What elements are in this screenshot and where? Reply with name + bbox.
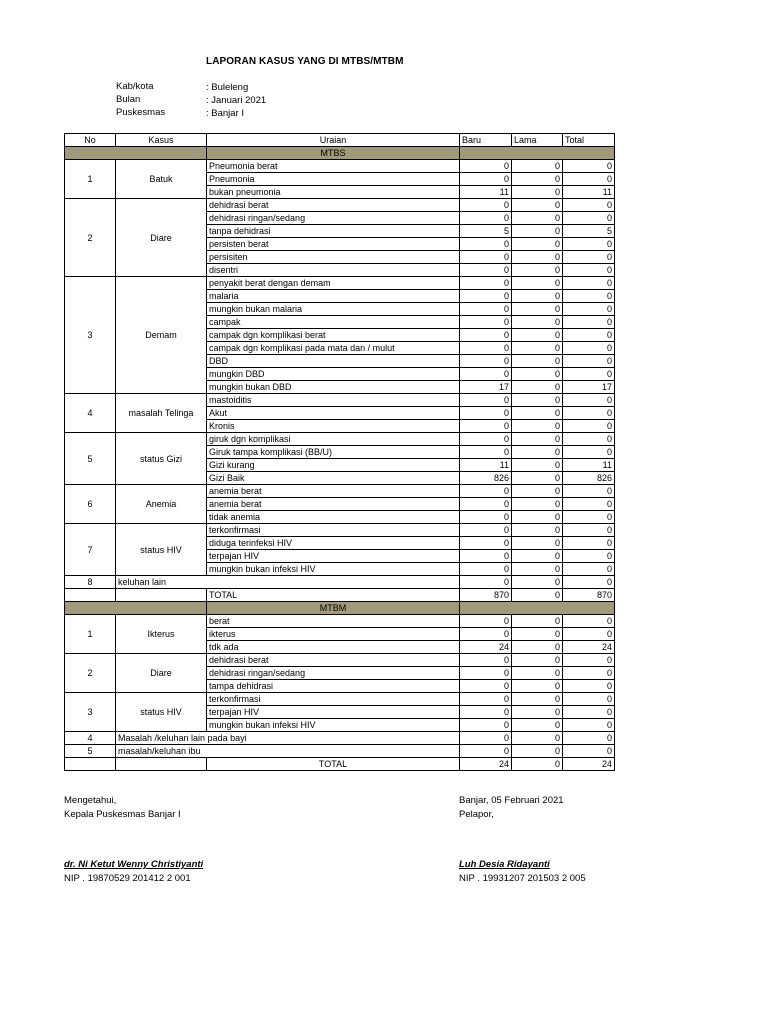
case-name: masalah Telinga xyxy=(116,394,207,433)
baru-cell: 0 xyxy=(460,264,512,277)
total-cell: 0 xyxy=(563,290,615,303)
baru-cell: 0 xyxy=(460,342,512,355)
total-spacer xyxy=(116,758,207,771)
row-number: 2 xyxy=(65,654,116,693)
lama-cell: 0 xyxy=(512,394,563,407)
case-name: status Gizi xyxy=(116,433,207,485)
report-title: LAPORAN KASUS YANG DI MTBS/MTBM xyxy=(206,56,404,67)
baru-cell: 0 xyxy=(460,485,512,498)
table-row xyxy=(65,160,615,173)
signer-left-nip: NIP . 19870529 201412 2 001 xyxy=(64,873,191,884)
total-cell: 0 xyxy=(563,498,615,511)
total-cell: 0 xyxy=(563,199,615,212)
table-row xyxy=(65,745,615,758)
total-cell: 0 xyxy=(563,316,615,329)
total-lama: 0 xyxy=(512,758,563,771)
lama-cell: 0 xyxy=(512,446,563,459)
header-kasus: Kasus xyxy=(116,134,207,147)
total-cell: 0 xyxy=(563,550,615,563)
lama-cell: 0 xyxy=(512,368,563,381)
baru-cell: 0 xyxy=(460,550,512,563)
baru-cell: 0 xyxy=(460,719,512,732)
total-cell: 0 xyxy=(563,264,615,277)
meta-label-bulan: Bulan xyxy=(116,94,141,105)
total-spacer xyxy=(116,589,207,602)
case-name: masalah/keluhan ibu xyxy=(116,745,460,758)
total-cell: 0 xyxy=(563,160,615,173)
lama-cell: 0 xyxy=(512,199,563,212)
baru-cell: 0 xyxy=(460,537,512,550)
row-number: 4 xyxy=(65,394,116,433)
case-name: status HIV xyxy=(116,524,207,576)
lama-cell: 0 xyxy=(512,706,563,719)
total-cell: 0 xyxy=(563,212,615,225)
uraian-cell: dehidrasi ringan/sedang xyxy=(207,667,460,680)
case-name: Demam xyxy=(116,277,207,394)
total-spacer xyxy=(65,589,116,602)
table-row xyxy=(65,615,615,628)
report-table xyxy=(64,133,615,771)
table-row xyxy=(65,732,615,745)
uraian-cell: diduga terinfeksi HIV xyxy=(207,537,460,550)
uraian-cell: dehidrasi berat xyxy=(207,199,460,212)
uraian-cell: terpajan HIV xyxy=(207,550,460,563)
total-cell: 5 xyxy=(563,225,615,238)
lama-cell: 0 xyxy=(512,485,563,498)
baru-cell: 0 xyxy=(460,446,512,459)
row-number: 3 xyxy=(65,277,116,394)
case-name: status HIV xyxy=(116,693,207,732)
baru-cell: 0 xyxy=(460,498,512,511)
signer-right-nip: NIP . 19931207 201503 2 005 xyxy=(459,873,586,884)
baru-cell: 0 xyxy=(460,160,512,173)
lama-cell: 0 xyxy=(512,459,563,472)
lama-cell: 0 xyxy=(512,225,563,238)
total-cell: 0 xyxy=(563,511,615,524)
total-cell: 826 xyxy=(563,472,615,485)
total-cell: 0 xyxy=(563,563,615,576)
baru-cell: 5 xyxy=(460,225,512,238)
baru-cell: 11 xyxy=(460,186,512,199)
total-label: TOTAL xyxy=(207,758,460,771)
baru-cell: 0 xyxy=(460,654,512,667)
total-cell: 24 xyxy=(563,641,615,654)
section-header-row xyxy=(65,602,615,615)
lama-cell: 0 xyxy=(512,303,563,316)
meta-value-puskesmas: : Banjar I xyxy=(206,108,245,119)
case-name: Masalah /keluhan lain pada bayi xyxy=(116,732,460,745)
total-cell: 0 xyxy=(563,355,615,368)
baru-cell: 24 xyxy=(460,641,512,654)
lama-cell: 0 xyxy=(512,342,563,355)
case-name: keluhan lain xyxy=(116,576,460,589)
lama-cell: 0 xyxy=(512,160,563,173)
total-row xyxy=(65,589,615,602)
uraian-cell: DBD xyxy=(207,355,460,368)
uraian-cell: tampa dehidrasi xyxy=(207,680,460,693)
baru-cell: 0 xyxy=(460,316,512,329)
header-lama: Lama xyxy=(512,134,563,147)
lama-cell: 0 xyxy=(512,693,563,706)
total-cell: 0 xyxy=(563,745,615,758)
section-spacer xyxy=(65,147,207,160)
total-cell: 0 xyxy=(563,420,615,433)
lama-cell: 0 xyxy=(512,264,563,277)
row-number: 5 xyxy=(65,745,116,758)
total-cell: 0 xyxy=(563,654,615,667)
baru-cell: 0 xyxy=(460,212,512,225)
baru-cell: 0 xyxy=(460,355,512,368)
row-number: 3 xyxy=(65,693,116,732)
uraian-cell: mastoiditis xyxy=(207,394,460,407)
table-row xyxy=(65,277,615,290)
lama-cell: 0 xyxy=(512,745,563,758)
table-header-row xyxy=(65,134,615,147)
total-cell: 0 xyxy=(563,446,615,459)
lama-cell: 0 xyxy=(512,719,563,732)
total-cell: 0 xyxy=(563,667,615,680)
lama-cell: 0 xyxy=(512,550,563,563)
lama-cell: 0 xyxy=(512,615,563,628)
uraian-cell: mungkin bukan malaria xyxy=(207,303,460,316)
total-cell: 0 xyxy=(563,524,615,537)
baru-cell: 0 xyxy=(460,173,512,186)
uraian-cell: terkonfirmasi xyxy=(207,693,460,706)
lama-cell: 0 xyxy=(512,420,563,433)
uraian-cell: persisten berat xyxy=(207,238,460,251)
baru-cell: 0 xyxy=(460,706,512,719)
uraian-cell: Akut xyxy=(207,407,460,420)
uraian-cell: Pneumonia berat xyxy=(207,160,460,173)
lama-cell: 0 xyxy=(512,472,563,485)
uraian-cell: bukan pneumonia xyxy=(207,186,460,199)
baru-cell: 0 xyxy=(460,329,512,342)
footer-right-line2: Pelapor, xyxy=(459,809,494,820)
uraian-cell: Giruk tampa komplikasi (BB/U) xyxy=(207,446,460,459)
baru-cell: 0 xyxy=(460,277,512,290)
baru-cell: 0 xyxy=(460,524,512,537)
total-total: 870 xyxy=(563,589,615,602)
table-row xyxy=(65,199,615,212)
total-cell: 11 xyxy=(563,459,615,472)
row-number: 7 xyxy=(65,524,116,576)
total-row xyxy=(65,758,615,771)
total-spacer xyxy=(65,758,116,771)
case-name: Diare xyxy=(116,654,207,693)
baru-cell: 0 xyxy=(460,394,512,407)
total-lama: 0 xyxy=(512,589,563,602)
total-cell: 0 xyxy=(563,706,615,719)
row-number: 1 xyxy=(65,615,116,654)
case-name: Anemia xyxy=(116,485,207,524)
signer-left-name: dr. Ni Ketut Wenny Christiyanti xyxy=(64,859,204,870)
total-cell: 0 xyxy=(563,485,615,498)
baru-cell: 0 xyxy=(460,615,512,628)
lama-cell: 0 xyxy=(512,537,563,550)
total-cell: 0 xyxy=(563,693,615,706)
baru-cell: 0 xyxy=(460,290,512,303)
uraian-cell: disentri xyxy=(207,264,460,277)
baru-cell: 0 xyxy=(460,199,512,212)
uraian-cell: mungkin bukan DBD xyxy=(207,381,460,394)
total-cell: 0 xyxy=(563,680,615,693)
total-cell: 0 xyxy=(563,368,615,381)
uraian-cell: dehidrasi ringan/sedang xyxy=(207,212,460,225)
lama-cell: 0 xyxy=(512,654,563,667)
table-row xyxy=(65,693,615,706)
lama-cell: 0 xyxy=(512,498,563,511)
total-cell: 17 xyxy=(563,381,615,394)
total-cell: 0 xyxy=(563,394,615,407)
lama-cell: 0 xyxy=(512,290,563,303)
total-cell: 0 xyxy=(563,342,615,355)
baru-cell: 0 xyxy=(460,368,512,381)
total-cell: 0 xyxy=(563,173,615,186)
baru-cell: 0 xyxy=(460,238,512,251)
signer-right-name: Luh Desia Ridayanti xyxy=(459,859,550,870)
baru-cell: 0 xyxy=(460,628,512,641)
uraian-cell: tanpa dehidrasi xyxy=(207,225,460,238)
table-row xyxy=(65,654,615,667)
lama-cell: 0 xyxy=(512,732,563,745)
baru-cell: 0 xyxy=(460,563,512,576)
uraian-cell: terpajan HIV xyxy=(207,706,460,719)
row-number: 8 xyxy=(65,576,116,589)
total-label: TOTAL xyxy=(207,589,460,602)
total-cell: 0 xyxy=(563,433,615,446)
uraian-cell: Gizi kurang xyxy=(207,459,460,472)
total-cell: 0 xyxy=(563,732,615,745)
uraian-cell: mungkin bukan infeksi HIV xyxy=(207,719,460,732)
total-cell: 11 xyxy=(563,186,615,199)
uraian-cell: berat xyxy=(207,615,460,628)
lama-cell: 0 xyxy=(512,407,563,420)
table-row xyxy=(65,433,615,446)
lama-cell: 0 xyxy=(512,251,563,264)
section-title: MTBS xyxy=(207,147,460,160)
table-row xyxy=(65,485,615,498)
lama-cell: 0 xyxy=(512,355,563,368)
footer-right-line1: Banjar, 05 Februari 2021 xyxy=(459,795,564,806)
lama-cell: 0 xyxy=(512,173,563,186)
meta-value-kabkota: : Buleleng xyxy=(206,82,249,93)
uraian-cell: malaria xyxy=(207,290,460,303)
case-name: Ikterus xyxy=(116,615,207,654)
uraian-cell: giruk dgn komplikasi xyxy=(207,433,460,446)
uraian-cell: campak xyxy=(207,316,460,329)
baru-cell: 0 xyxy=(460,303,512,316)
total-cell: 0 xyxy=(563,719,615,732)
table-row xyxy=(65,394,615,407)
lama-cell: 0 xyxy=(512,680,563,693)
meta-label-puskesmas: Puskesmas xyxy=(116,107,166,118)
uraian-cell: anemia berat xyxy=(207,485,460,498)
lama-cell: 0 xyxy=(512,576,563,589)
uraian-cell: Pneumonia xyxy=(207,173,460,186)
baru-cell: 0 xyxy=(460,420,512,433)
header-total: Total xyxy=(563,134,615,147)
section-header-row xyxy=(65,147,615,160)
lama-cell: 0 xyxy=(512,524,563,537)
baru-cell: 0 xyxy=(460,407,512,420)
uraian-cell: mungkin DBD xyxy=(207,368,460,381)
total-cell: 0 xyxy=(563,576,615,589)
baru-cell: 0 xyxy=(460,680,512,693)
uraian-cell: mungkin bukan infeksi HIV xyxy=(207,563,460,576)
section-title: MTBM xyxy=(207,602,460,615)
baru-cell: 0 xyxy=(460,732,512,745)
baru-cell: 0 xyxy=(460,745,512,758)
baru-cell: 0 xyxy=(460,667,512,680)
lama-cell: 0 xyxy=(512,667,563,680)
total-baru: 24 xyxy=(460,758,512,771)
lama-cell: 0 xyxy=(512,212,563,225)
lama-cell: 0 xyxy=(512,316,563,329)
meta-label-kabkota: Kab/kota xyxy=(116,81,154,92)
lama-cell: 0 xyxy=(512,329,563,342)
lama-cell: 0 xyxy=(512,238,563,251)
total-cell: 0 xyxy=(563,277,615,290)
lama-cell: 0 xyxy=(512,563,563,576)
total-cell: 0 xyxy=(563,303,615,316)
total-cell: 0 xyxy=(563,407,615,420)
row-number: 1 xyxy=(65,160,116,199)
uraian-cell: penyakit berat dengan demam xyxy=(207,277,460,290)
baru-cell: 0 xyxy=(460,251,512,264)
baru-cell: 0 xyxy=(460,511,512,524)
section-spacer xyxy=(460,602,615,615)
uraian-cell: Gizi Baik xyxy=(207,472,460,485)
uraian-cell: ikterus xyxy=(207,628,460,641)
uraian-cell: campak dgn komplikasi berat xyxy=(207,329,460,342)
lama-cell: 0 xyxy=(512,433,563,446)
baru-cell: 0 xyxy=(460,693,512,706)
lama-cell: 0 xyxy=(512,186,563,199)
case-name: Diare xyxy=(116,199,207,277)
footer-left-line1: Mengetahui, xyxy=(64,795,117,806)
uraian-cell: terkonfirmasi xyxy=(207,524,460,537)
baru-cell: 0 xyxy=(460,576,512,589)
lama-cell: 0 xyxy=(512,511,563,524)
case-name: Batuk xyxy=(116,160,207,199)
total-cell: 0 xyxy=(563,615,615,628)
baru-cell: 0 xyxy=(460,433,512,446)
total-total: 24 xyxy=(563,758,615,771)
lama-cell: 0 xyxy=(512,381,563,394)
uraian-cell: Kronis xyxy=(207,420,460,433)
header-uraian: Uraian xyxy=(207,134,460,147)
header-baru: Baru xyxy=(460,134,512,147)
row-number: 2 xyxy=(65,199,116,277)
uraian-cell: persisiten xyxy=(207,251,460,264)
total-cell: 0 xyxy=(563,329,615,342)
baru-cell: 11 xyxy=(460,459,512,472)
total-cell: 0 xyxy=(563,628,615,641)
row-number: 4 xyxy=(65,732,116,745)
uraian-cell: dehidrasi berat xyxy=(207,654,460,667)
uraian-cell: tdk ada xyxy=(207,641,460,654)
lama-cell: 0 xyxy=(512,641,563,654)
total-baru: 870 xyxy=(460,589,512,602)
uraian-cell: anemia berat xyxy=(207,498,460,511)
total-cell: 0 xyxy=(563,537,615,550)
section-spacer xyxy=(65,602,207,615)
header-no: No xyxy=(65,134,116,147)
lama-cell: 0 xyxy=(512,277,563,290)
row-number: 5 xyxy=(65,433,116,485)
table-row xyxy=(65,576,615,589)
lama-cell: 0 xyxy=(512,628,563,641)
baru-cell: 17 xyxy=(460,381,512,394)
uraian-cell: tidak anemia xyxy=(207,511,460,524)
meta-value-bulan: : Januari 2021 xyxy=(206,95,267,106)
total-cell: 0 xyxy=(563,251,615,264)
total-cell: 0 xyxy=(563,238,615,251)
section-spacer xyxy=(460,147,615,160)
uraian-cell: campak dgn komplikasi pada mata dan / mulut xyxy=(207,342,460,355)
footer-left-line2: Kepala Puskesmas Banjar I xyxy=(64,809,181,820)
table-row xyxy=(65,524,615,537)
row-number: 6 xyxy=(65,485,116,524)
baru-cell: 826 xyxy=(460,472,512,485)
